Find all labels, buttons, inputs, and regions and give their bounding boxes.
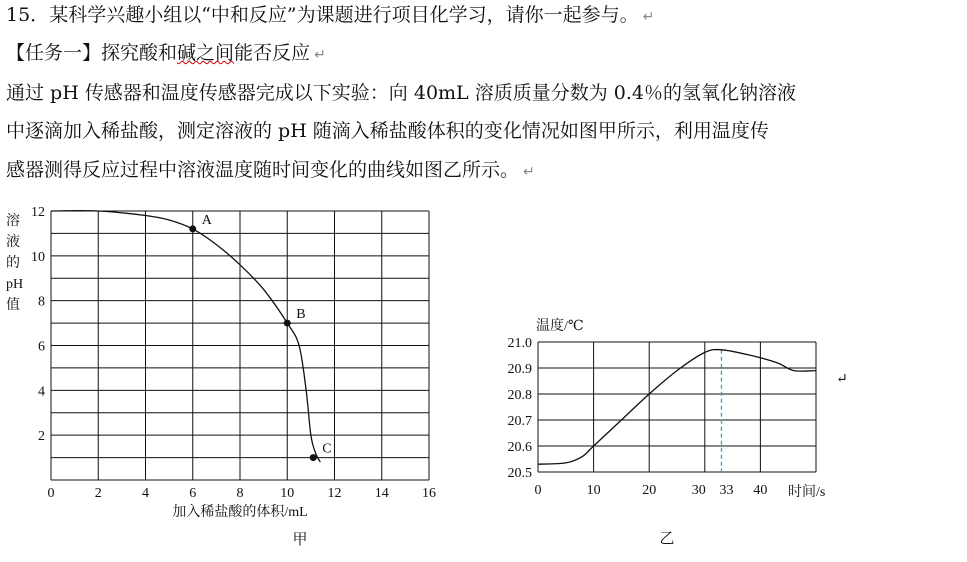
yi-y-tick-label: 20.7 xyxy=(507,414,532,429)
yi-x-tick-label: 0 xyxy=(534,483,542,498)
jia-y-tick-label: 6 xyxy=(38,339,45,355)
return-mark-icon: ↵ xyxy=(642,9,655,25)
return-mark-icon: ↵ xyxy=(523,164,535,180)
jia-y-tick-label: 2 xyxy=(38,429,45,445)
jia-caption: 甲 xyxy=(292,532,308,548)
jia-x-tick-label: 0 xyxy=(47,486,55,501)
jia-x-tick-label: 14 xyxy=(374,486,389,501)
jia-x-tick-label: 16 xyxy=(422,486,436,501)
jia-y-tick-label: 4 xyxy=(38,384,45,400)
yi-x-tick-label: 33 xyxy=(719,483,734,498)
yi-ylabel: 温度/℃ xyxy=(536,319,584,334)
yi-y-tick-label: 20.8 xyxy=(507,388,532,403)
jia-ph-curve xyxy=(51,211,320,462)
jia-point-label-C: C xyxy=(322,441,332,457)
paragraph-line-2: 中逐滴加入稀盐酸，测定溶液的 pH 随滴入稀盐酸体积的变化情况如图甲所示，利用温度传 xyxy=(6,120,769,142)
yi-y-tick-label: 20.9 xyxy=(507,362,532,377)
jia-x-tick-label: 10 xyxy=(280,486,295,501)
yi-y-tick-label: 20.5 xyxy=(507,466,532,481)
task-heading-bracket: 【任务一】 xyxy=(6,42,102,64)
yi-x-ticks xyxy=(535,483,768,498)
task-heading-post: 能否反应 xyxy=(234,42,311,64)
jia-point-B xyxy=(284,320,291,327)
yi-x-tick-label: 30 xyxy=(691,483,706,498)
jia-grid xyxy=(51,211,429,480)
jia-x-tick-label: 6 xyxy=(189,486,197,501)
jia-point-label-A: A xyxy=(201,212,212,228)
question-title-line xyxy=(6,2,654,30)
jia-y-ticks xyxy=(31,205,45,444)
jia-x-tick-label: 2 xyxy=(94,486,102,501)
jia-x-tick-label: 4 xyxy=(142,486,149,501)
yi-temperature-curve xyxy=(538,350,816,465)
jia-ylabel-4: pH xyxy=(6,277,24,292)
jia-point-label-B: B xyxy=(296,307,306,323)
jia-y-tick-label: 12 xyxy=(31,205,45,220)
task-heading-wavy: 碱之间 xyxy=(177,42,235,64)
question-number: 15． xyxy=(6,4,50,26)
jia-x-tick-label: 8 xyxy=(236,486,244,501)
paragraph-line-3-text: 感器测得反应过程中溶液温度随时间变化的曲线如图乙所示。 xyxy=(6,159,520,181)
figure-jia xyxy=(0,200,460,550)
yi-y-ticks xyxy=(508,336,533,481)
task-heading-pre: 探究酸和 xyxy=(101,42,178,64)
yi-x-tick-label: 20 xyxy=(642,483,657,498)
task-heading xyxy=(6,40,326,68)
yi-y-tick-label: 21.0 xyxy=(507,336,532,351)
jia-points xyxy=(189,213,331,461)
jia-ylabel-5: 值 xyxy=(6,298,20,313)
jia-x-ticks xyxy=(48,486,437,501)
jia-ylabel-1: 溶 xyxy=(6,214,20,229)
figure-yi xyxy=(490,310,930,550)
jia-y-tick-label: 8 xyxy=(38,294,45,310)
jia-ylabel-2: 液 xyxy=(6,235,20,250)
paragraph-line-1: 通过 pH 传感器和温度传感器完成以下实验：向 40mL 溶质质量分数为 0.4％的氢氧化钠溶液 xyxy=(6,82,796,104)
jia-x-tick-label: 12 xyxy=(327,486,342,501)
yi-y-tick-label: 20.6 xyxy=(507,440,532,455)
jia-point-A xyxy=(189,225,196,232)
return-mark-icon: ↵ xyxy=(836,372,848,387)
jia-ylabel-3: 的 xyxy=(6,256,20,271)
jia-y-tick-label: 10 xyxy=(31,249,45,265)
jia-xlabel: 加入稀盐酸的体积/mL xyxy=(172,505,308,520)
yi-x-tick-label: 10 xyxy=(586,483,601,498)
paragraph-line-3 xyxy=(6,157,535,185)
yi-xlabel: 时间/s xyxy=(788,485,826,500)
jia-point-C xyxy=(310,454,317,461)
yi-x-tick-label: 40 xyxy=(753,483,768,498)
question-title: 某科学兴趣小组以“中和反应”为课题进行项目化学习，请你一起参与。 xyxy=(49,4,639,26)
return-mark-icon: ↵ xyxy=(314,47,326,63)
yi-caption: 乙 xyxy=(659,531,675,547)
